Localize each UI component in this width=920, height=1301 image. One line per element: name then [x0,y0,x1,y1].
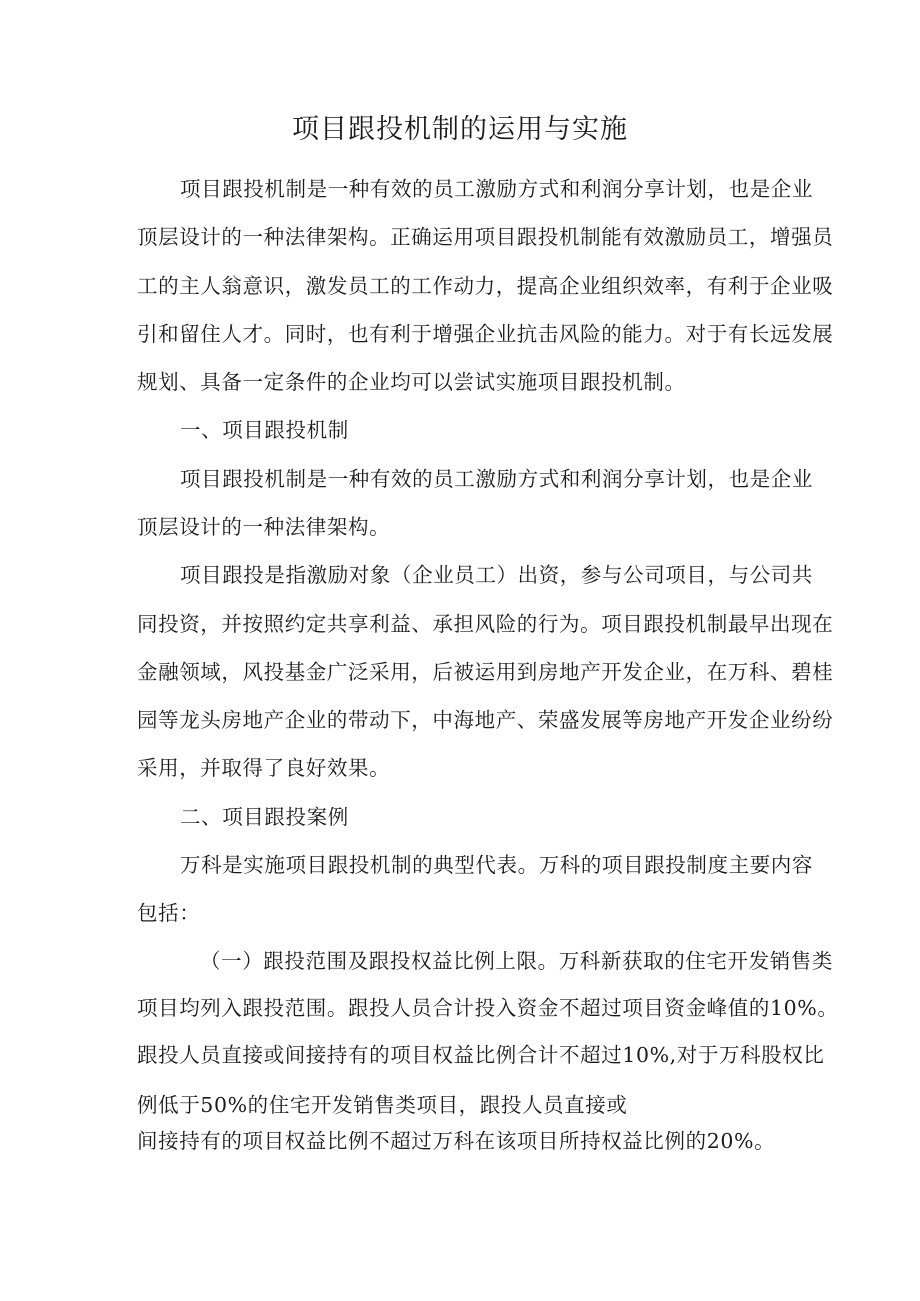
paragraph-line: 万科是实施项目跟投机制的典型代表。万科的项目跟投制度主要内容 [180,853,813,877]
paragraph-line: 项目跟投机制是一种有效的员工激励方式和利润分享计划，也是企业 [180,467,813,491]
paragraph-line: 包括： [137,901,201,925]
paragraph-line: 项目跟投是指激励对象（企业员工）出资，参与公司项目，与公司共 [180,563,813,587]
paragraph-line: 规划、具备一定条件的企业均可以尝试实施项目跟投机制。 [137,370,686,394]
paragraph-line: （一）跟投范围及跟投权益比例上限。万科新获取的住宅开发销售类 [200,949,833,973]
section-heading: 二、项目跟投案例 [180,805,349,829]
paragraph-line: 跟投人员直接或间接持有的项目权益比例合计不超过10%,对于万科股权比 [137,1043,825,1067]
paragraph-line: 顶层设计的一种法律架构。 [137,515,391,539]
section-heading: 一、项目跟投机制 [180,418,349,442]
paragraph-line: 同投资，并按照约定共享利益、承担风险的行为。项目跟投机制最早出现在 [137,612,834,636]
paragraph-line: 项目均列入跟投范围。跟投人员合计投入资金不超过项目资金峰值的10%。 [137,996,839,1020]
paragraph-line: 例低于50%的住宅开发销售类项目，跟投人员直接或 [137,1093,628,1117]
paragraph-line: 工的主人翁意识，激发员工的工作动力，提高企业组织效率，有利于企业吸 [137,274,834,298]
paragraph-line: 间接持有的项目权益比例不超过万科在该项目所持权益比例的20%。 [137,1129,776,1153]
paragraph-line: 引和留住人才。同时，也有利于增强企业抗击风险的能力。对于有长远发展 [137,322,834,346]
paragraph-line: 采用，并取得了良好效果。 [137,756,391,780]
paragraph-line: 项目跟投机制是一种有效的员工激励方式和利润分享计划，也是企业 [180,177,813,201]
paragraph-line: 顶层设计的一种法律架构。正确运用项目跟投机制能有效激励员工，增强员 [137,225,834,249]
paragraph-line: 金融领域，风投基金广泛采用，后被运用到房地产开发企业，在万科、碧桂 [137,660,834,684]
paragraph-line: 园等龙头房地产企业的带动下，中海地产、荣盛发展等房地产开发企业纷纷 [137,708,834,732]
document-title: 项目跟投机制的运用与实施 [292,114,628,145]
